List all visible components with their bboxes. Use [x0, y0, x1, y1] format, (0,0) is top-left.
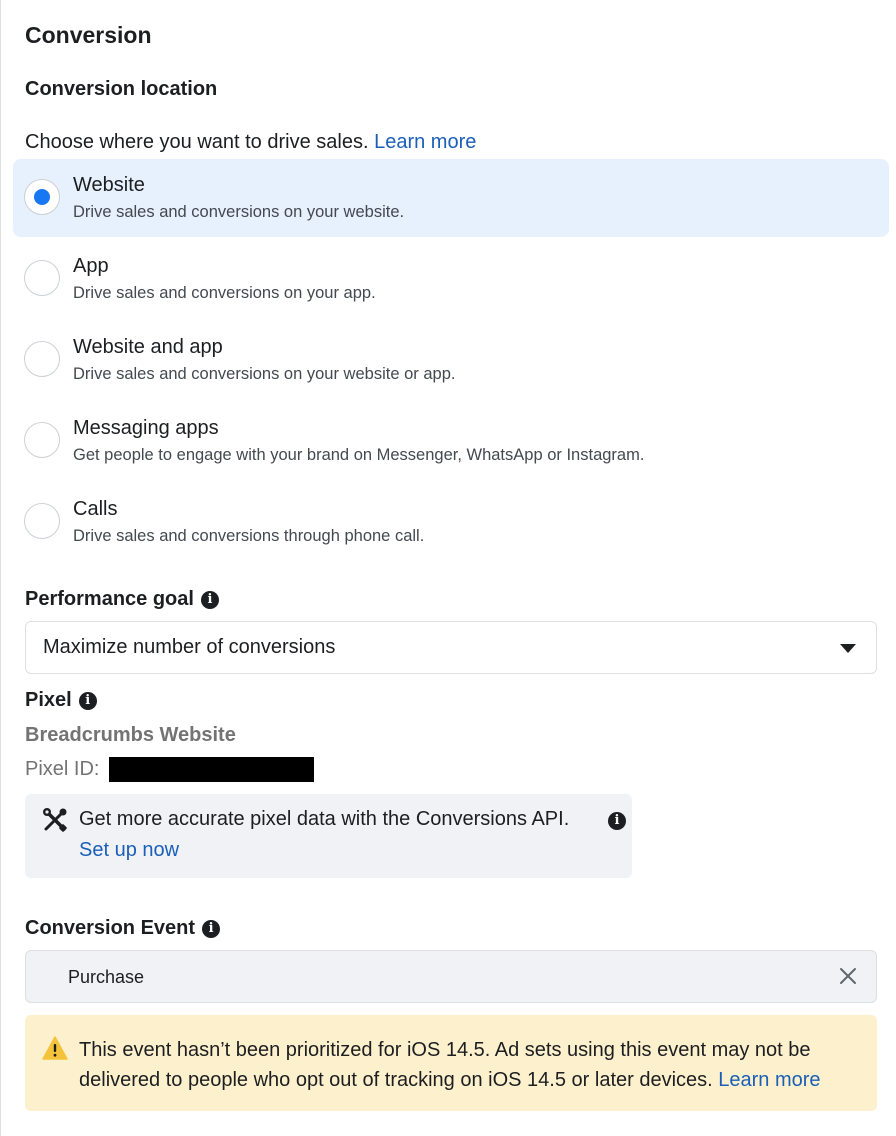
tools-icon: [42, 807, 68, 833]
ios-warning-banner: [25, 1015, 877, 1111]
performance-goal-text: Performance goal: [25, 588, 194, 610]
option-description: Drive sales and conversions on your app.: [73, 284, 376, 302]
section-title: Conversion: [25, 22, 152, 48]
warning-icon: [42, 1036, 68, 1060]
conversions-api-message: Get more accurate pixel data with the Conversions API.: [79, 808, 570, 830]
info-icon[interactable]: i: [201, 591, 219, 609]
option-description: Get people to engage with your brand on Messenger, WhatsApp or Instagram.: [73, 446, 645, 464]
option-description: Drive sales and conversions through phone call.: [73, 527, 425, 545]
caret-down-icon: [840, 644, 856, 653]
set-up-now-link[interactable]: Set up now: [79, 839, 180, 861]
option-label: Website: [73, 174, 145, 196]
radio-messaging-apps[interactable]: [24, 422, 60, 458]
option-calls[interactable]: [13, 483, 889, 561]
pixel-id-label: Pixel ID:: [25, 758, 100, 780]
conversion-location-intro: [25, 131, 476, 154]
radio-calls[interactable]: [24, 503, 60, 539]
pixel-name: Breadcrumbs Website: [25, 724, 236, 746]
option-website[interactable]: [13, 159, 889, 237]
close-icon[interactable]: [838, 966, 858, 986]
option-messaging-apps[interactable]: [13, 402, 889, 480]
conversion-event-text: Conversion Event: [25, 917, 196, 939]
info-icon[interactable]: i: [202, 920, 220, 938]
pixel-id: [25, 757, 314, 782]
card-edge: [0, 0, 8, 1136]
pixel-label: [25, 689, 97, 712]
performance-goal-value: Maximize number of conversions: [43, 636, 336, 658]
conversion-location-title: Conversion location: [25, 78, 218, 100]
option-label: Messaging apps: [73, 417, 219, 439]
warning-text: [79, 1035, 869, 1095]
option-app[interactable]: [13, 240, 889, 318]
conversions-api-banner: [25, 794, 632, 878]
option-label: App: [73, 255, 109, 277]
warning-learn-more-link[interactable]: Learn more: [718, 1069, 821, 1091]
conversion-event-field[interactable]: [25, 950, 877, 1003]
performance-goal-dropdown[interactable]: [25, 621, 877, 674]
option-description: Drive sales and conversions on your website or app.: [73, 365, 456, 383]
warning-message: This event hasn’t been prioritized for iOS 14.5. Ad sets using this event may not be delivered to people who opt out of tracking on iOS 14.5 or later devices.: [79, 1039, 811, 1091]
info-icon[interactable]: i: [79, 692, 97, 710]
pixel-label-text: Pixel: [25, 689, 72, 711]
info-icon[interactable]: i: [608, 812, 626, 830]
intro-text: Choose where you want to drive sales.: [25, 131, 369, 153]
option-website-and-app[interactable]: [13, 321, 889, 399]
performance-goal-label: [25, 588, 219, 611]
radio-website[interactable]: [24, 179, 60, 215]
option-label: Website and app: [73, 336, 223, 358]
learn-more-link[interactable]: Learn more: [374, 131, 477, 153]
radio-app[interactable]: [24, 260, 60, 296]
redacted-pixel-id: [109, 757, 314, 782]
radio-website-and-app[interactable]: [24, 341, 60, 377]
option-description: Drive sales and conversions on your website.: [73, 203, 405, 221]
conversion-event-value: Purchase: [68, 967, 145, 987]
conversion-event-label: [25, 917, 220, 940]
option-label: Calls: [73, 498, 118, 520]
